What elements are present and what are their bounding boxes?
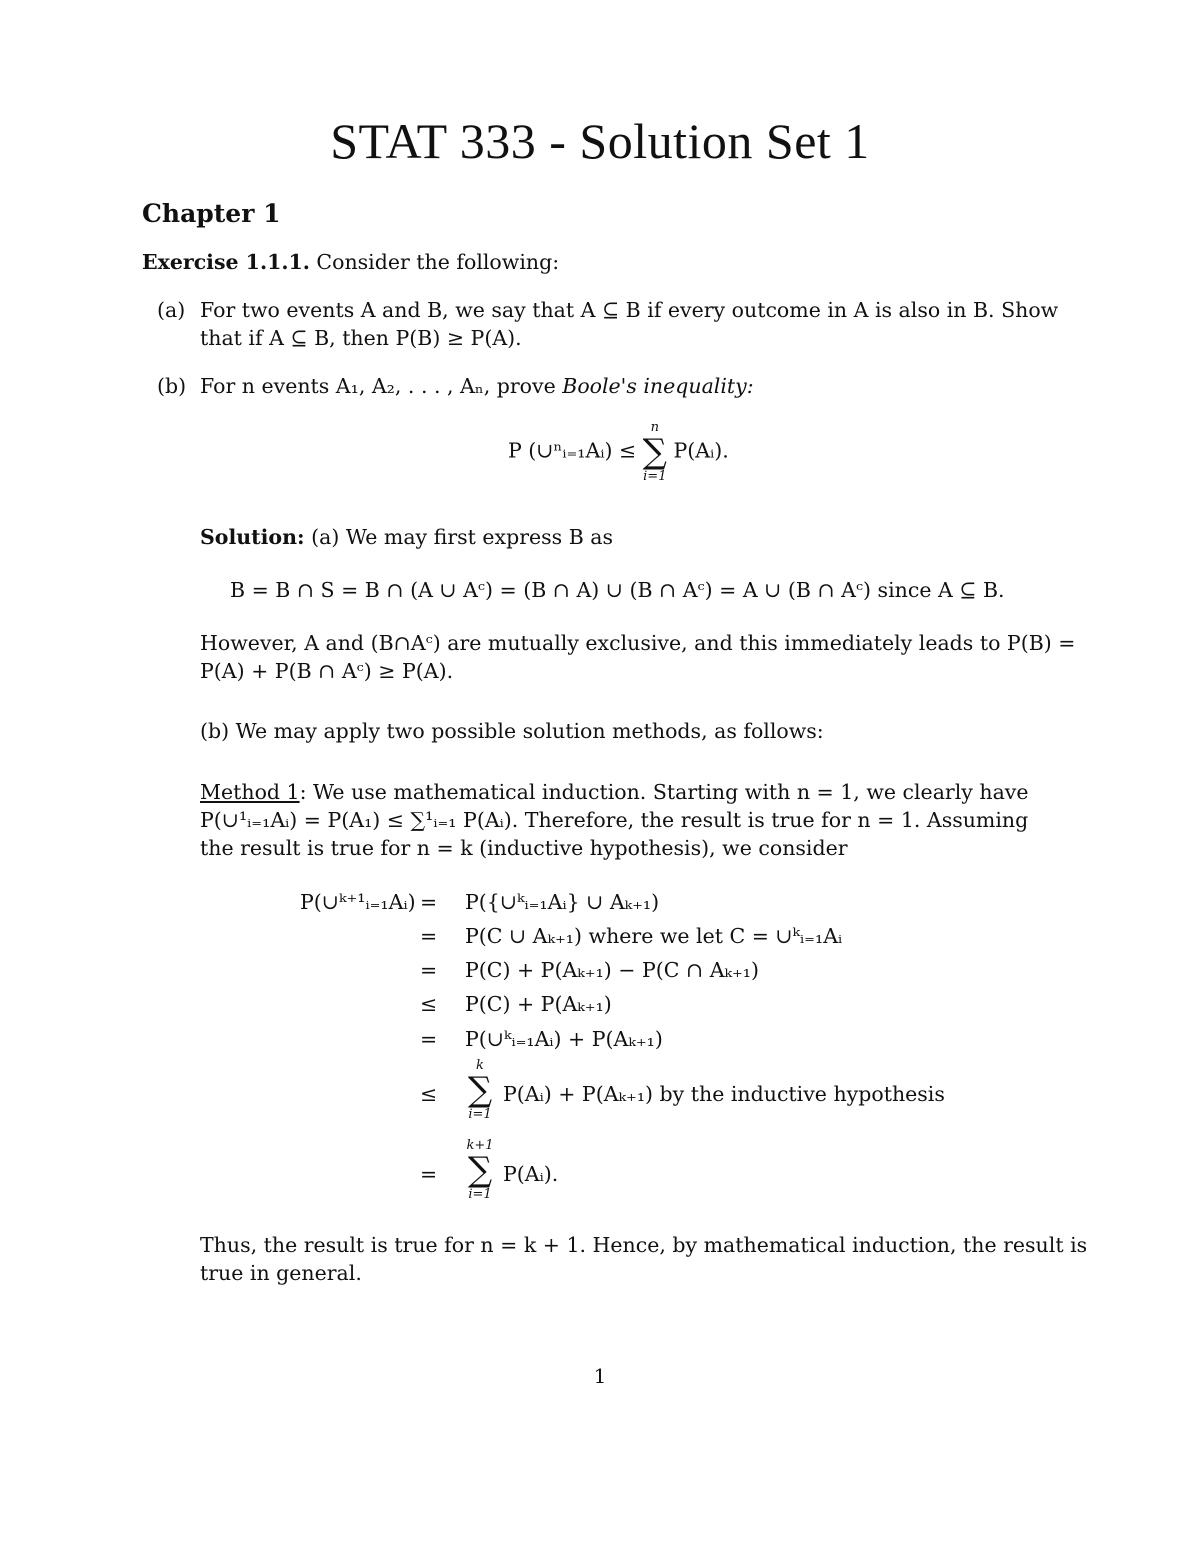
- equation-b-decomposition: B = B ∩ S = B ∩ (A ∪ Aᶜ) = (B ∩ A) ∪ (B ∩ Aᶜ) = A ∪ (B ∩ Aᶜ) since A ⊆ B.: [230, 578, 1005, 602]
- solution-a-intro: (a) We may first express B as: [311, 525, 614, 549]
- sum-upper-limit: n: [650, 420, 659, 435]
- solution-para1-line2: P(A) + P(B ∩ Aᶜ) ≥ P(A).: [200, 659, 454, 683]
- derivation-op: =: [420, 1027, 438, 1051]
- derivation-op: ≤: [420, 1082, 438, 1106]
- sum-lower-limit: i=1: [468, 1107, 492, 1122]
- derivation-rhs: P(C ∪ Aₖ₊₁) where we let C = ∪ᵏᵢ₌₁Aᵢ: [465, 924, 843, 948]
- chapter-heading: Chapter 1: [142, 199, 281, 228]
- part-a-marker: (a): [157, 298, 186, 322]
- derivation-rhs-6: P(Aᵢ) + P(Aₖ₊₁) by the inductive hypothesis: [503, 1082, 945, 1106]
- method1-line3: the result is true for n = k (inductive hypothesis), we consider: [200, 836, 848, 860]
- part-b-text: [200, 372, 754, 400]
- method1-label: Method 1: [200, 780, 300, 804]
- boole-formula-right: P(Aᵢ).: [673, 438, 729, 463]
- solution-para1-line1: However, A and (B∩Aᶜ) are mutually exclusive, and this immediately leads to P(B) =: [200, 631, 1076, 655]
- page-number: 1: [593, 1364, 607, 1388]
- derivation-op: =: [420, 958, 438, 982]
- sum-upper-limit: k+1: [466, 1138, 494, 1153]
- part-a-line1: For two events A and B, we say that A ⊆ B if every outcome in A is also in B. Show: [200, 298, 1059, 322]
- derivation-rhs: P({∪ᵏᵢ₌₁Aᵢ} ∪ Aₖ₊₁): [465, 890, 660, 914]
- exercise-label: Exercise 1.1.1.: [142, 250, 310, 274]
- derivation-rhs: P(∪ᵏᵢ₌₁Aᵢ) + P(Aₖ₊₁): [465, 1027, 663, 1051]
- derivation-op: =: [420, 890, 438, 914]
- solution-line: [200, 523, 613, 551]
- conclusion-line1: Thus, the result is true for n = k + 1. Hence, by mathematical induction, the result is: [200, 1233, 1088, 1257]
- derivation-rhs: P(C) + P(Aₖ₊₁) − P(C ∩ Aₖ₊₁): [465, 958, 760, 982]
- derivation-op: =: [420, 924, 438, 948]
- boole-formula-left: P (∪ⁿᵢ₌₁Aᵢ) ≤: [508, 438, 637, 463]
- derivation-sum-6: [462, 1058, 498, 1122]
- solution-label: Solution:: [200, 525, 305, 549]
- conclusion-line2: true in general.: [200, 1261, 362, 1285]
- boole-formula: [508, 420, 729, 484]
- summation-symbol: k ∑ i=1: [467, 1058, 493, 1122]
- derivation-rhs-7: P(Aᵢ).: [503, 1162, 559, 1186]
- exercise-intro: Consider the following:: [316, 250, 560, 274]
- document-title: STAT 333 - Solution Set 1: [330, 113, 870, 169]
- derivation-lhs: P(∪ᵏ⁺¹ᵢ₌₁Aᵢ): [300, 890, 416, 914]
- part-b-statement: For n events A₁, A₂, . . . , Aₙ, prove: [200, 374, 563, 398]
- derivation-sum-7: [458, 1138, 502, 1202]
- derivation-op: =: [420, 1162, 438, 1186]
- part-a-line2: that if A ⊆ B, then P(B) ≥ P(A).: [200, 326, 522, 350]
- exercise-heading: [142, 248, 559, 276]
- sum-lower-limit: i=1: [643, 469, 667, 484]
- part-b-marker: (b): [157, 374, 187, 398]
- derivation-rhs: P(C) + P(Aₖ₊₁): [465, 992, 612, 1016]
- method1-line1: [200, 778, 1029, 806]
- summation-symbol: k+1 ∑ i=1: [466, 1138, 494, 1202]
- derivation-op: ≤: [420, 992, 438, 1016]
- summation-symbol: n ∑ i=1: [642, 420, 667, 484]
- solution-b-intro: (b) We may apply two possible solution methods, as follows:: [200, 719, 824, 743]
- boole-inequality-name: Boole's inequality:: [562, 374, 754, 398]
- method1-line1-text: : We use mathematical induction. Starting with n = 1, we clearly have: [299, 780, 1029, 804]
- method1-line2: P(∪¹ᵢ₌₁Aᵢ) = P(A₁) ≤ ∑¹ᵢ₌₁ P(Aᵢ). Therefore, the result is true for n = 1. Assuming: [200, 808, 1029, 832]
- sum-lower-limit: i=1: [468, 1187, 492, 1202]
- sum-upper-limit: k: [476, 1058, 484, 1073]
